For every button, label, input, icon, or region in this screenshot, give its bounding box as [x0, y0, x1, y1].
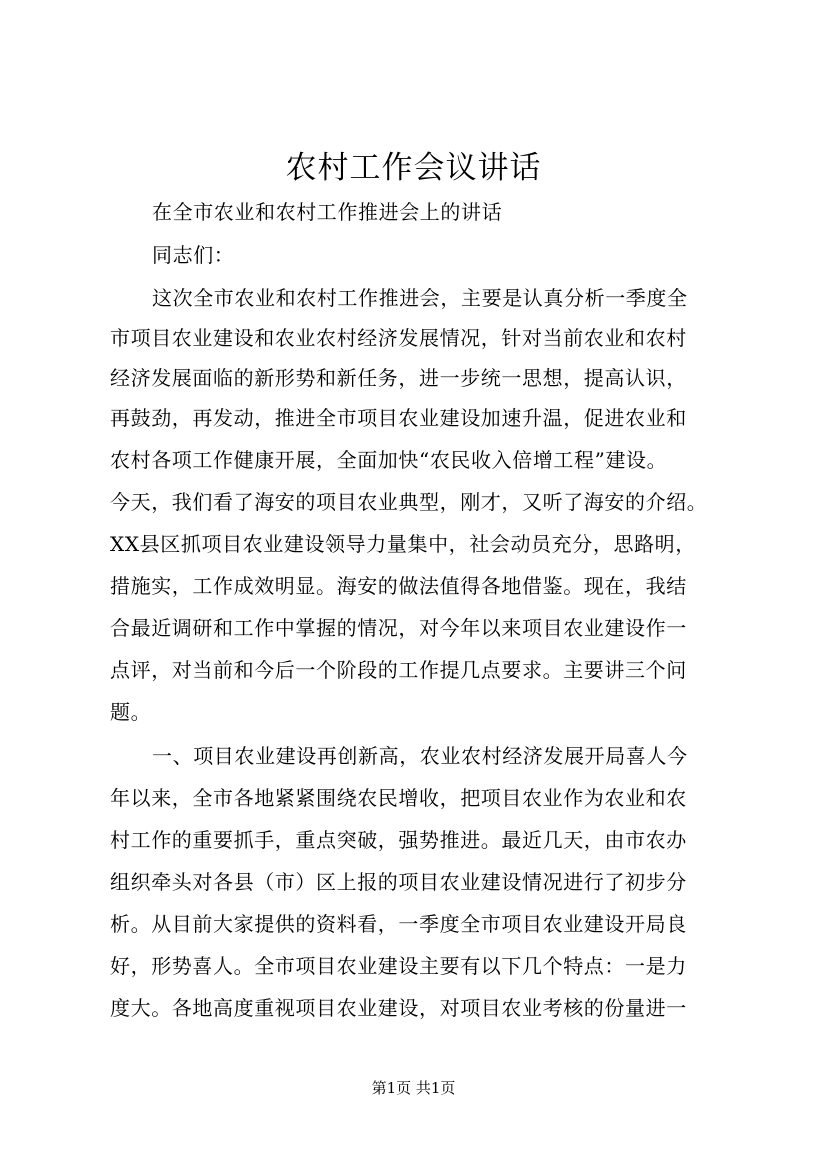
paragraph-line: 经济发展面临的新形势和新任务，进一步统一思想，提高认识，	[110, 366, 687, 390]
paragraph-line: 村工作的重要抓手，重点突破，强势推进。最近几天，由市农办	[110, 828, 687, 852]
paragraph-line: 度大。各地高度重视项目农业建设，对项目农业考核的份量进一	[110, 996, 687, 1020]
paragraph-line: 这次全市农业和农村工作推进会，主要是认真分析一季度全	[152, 286, 688, 310]
paragraph-line: 点评，对当前和今后一个阶段的工作提几点要求。主要讲三个问	[110, 658, 687, 682]
paragraph-line: 措施实，工作成效明显。海安的做法值得各地借鉴。现在，我结	[110, 574, 687, 598]
document-subtitle: 在全市农业和农村工作推进会上的讲话	[152, 200, 503, 224]
page-footer: 第1页 共1页	[371, 1079, 456, 1097]
paragraph-line: 题。	[110, 700, 152, 724]
paragraph-line: 析。从目前大家提供的资料看，一季度全市项目农业建设开局良	[110, 912, 687, 936]
salutation: 同志们：	[152, 243, 235, 267]
paragraph-line: 合最近调研和工作中掌握的情况，对今年以来项目农业建设作一	[110, 616, 687, 640]
paragraph-line: 组织牵头对各县（市）区上报的项目农业建设情况进行了初步分	[110, 870, 687, 894]
paragraph-line: 今天，我们看了海安的项目农业典型，刚才，又听了海安的介绍。	[110, 490, 708, 514]
paragraph-line: 市项目农业建设和农业农村经济发展情况，针对当前农业和农村	[110, 326, 687, 350]
paragraph-line: 再鼓劲，再发动，推进全市项目农业建设加速升温，促进农业和	[110, 406, 687, 430]
paragraph-line: 一、项目农业建设再创新高，农业农村经济发展开局喜人今	[152, 744, 688, 768]
paragraph-line: 农村各项工作健康开展，全面加快“农民收入倍增工程”建设。	[110, 448, 668, 472]
document-title: 农村工作会议讲话	[285, 150, 542, 186]
paragraph-line: 年以来，全市各地紧紧围绕农民增收，把项目农业作为农业和农	[110, 786, 687, 810]
paragraph-line: XX县区抓项目农业建设领导力量集中，社会动员充分，思路明，	[110, 532, 696, 556]
paragraph-line: 好，形势喜人。全市项目农业建设主要有以下几个特点：一是力	[110, 954, 687, 978]
